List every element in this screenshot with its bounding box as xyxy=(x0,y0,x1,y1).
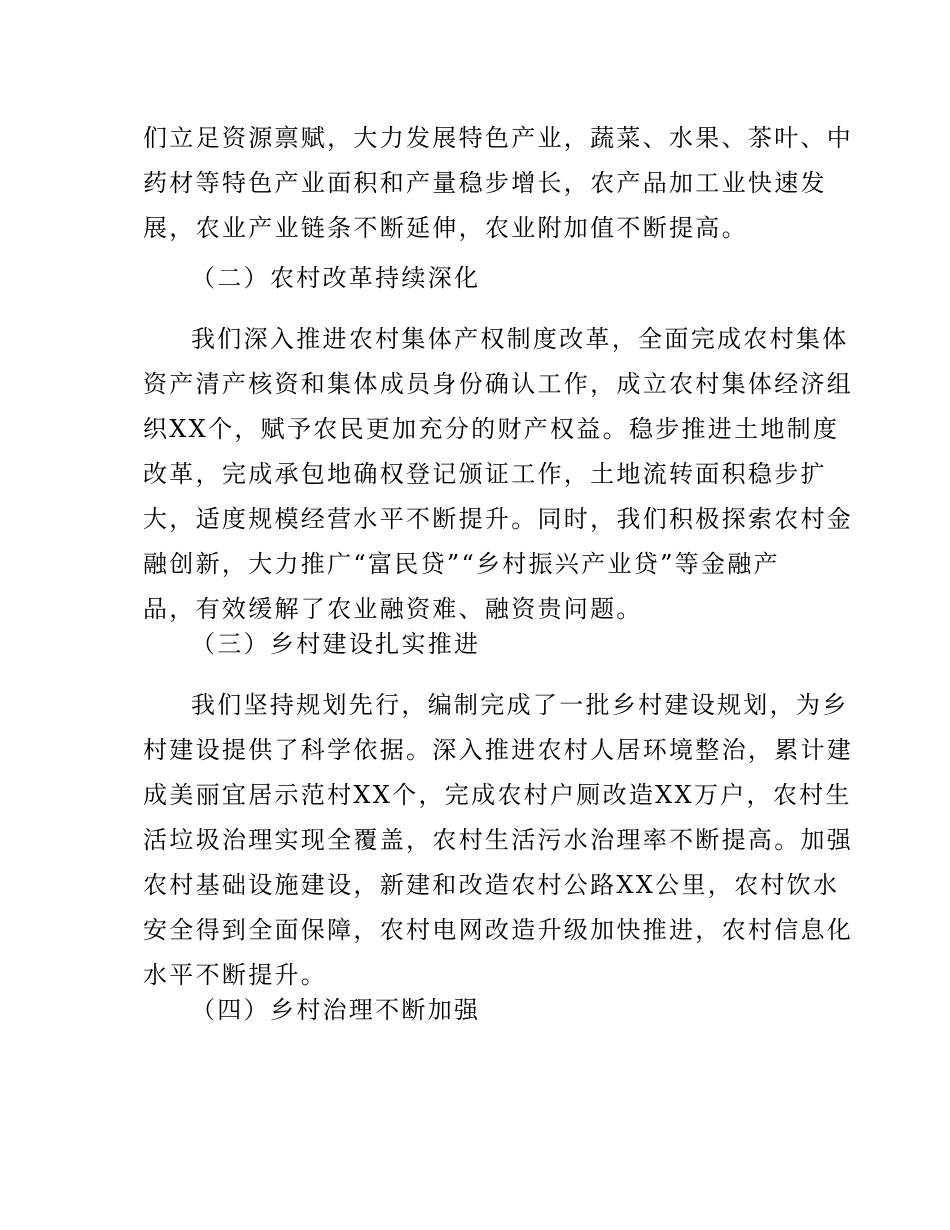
paragraph-line: 融创新，大力推广“富民贷”“乡村振兴产业贷”等金融产 xyxy=(143,550,780,578)
paragraph-line: 安全得到全面保障，农村电网改造升级加快推进，农村信息化 xyxy=(143,916,854,944)
section-heading-rural-governance: （四）乡村治理不断加强 xyxy=(191,996,481,1024)
paragraph-line: 成美丽宜居示范村XX个，完成农村户厕改造XX万户，农村生 xyxy=(143,781,852,809)
paragraph-line: 改革，完成承包地确权登记颁证工作，土地流转面积稳步扩 xyxy=(143,460,827,488)
section-heading-rural-construction: （三）乡村建设扎实推进 xyxy=(191,630,481,658)
paragraph-line: 我们坚持规划先行，编制完成了一批乡村建设规划，为乡 xyxy=(191,691,849,719)
paragraph-line: 农村基础设施建设，新建和改造农村公路XX公里，农村饮水 xyxy=(143,871,840,899)
paragraph-line: 织XX个，赋予农民更加充分的财产权益。稳步推进土地制度 xyxy=(143,415,840,443)
paragraph-rural-reform xyxy=(143,317,854,632)
paragraph-line: 水平不断提升。 xyxy=(143,961,328,989)
paragraph-line: 我们深入推进农村集体产权制度改革，全面完成农村集体 xyxy=(191,325,849,353)
paragraph-line: 活垃圾治理实现全覆盖，农村生活污水治理率不断提高。加强 xyxy=(143,826,854,854)
paragraph-line: 们立足资源禀赋，大力发展特色产业，蔬菜、水果、茶叶、中 xyxy=(143,124,854,152)
paragraph-line: 大，适度规模经营水平不断提升。同时，我们积极探索农村金 xyxy=(143,505,854,533)
paragraph-line: 展，农业产业链条不断延伸，农业附加值不断提高。 xyxy=(143,214,748,242)
paragraph-line: 村建设提供了科学依据。深入推进农村人居环境整治，累计建 xyxy=(143,736,854,764)
paragraph-line: 药材等特色产业面积和产量稳步增长，农产品加工业快速发 xyxy=(143,169,827,197)
paragraph-line: 资产清产核资和集体成员身份确认工作，成立农村集体经济组 xyxy=(143,370,854,398)
paragraph-rural-construction xyxy=(143,683,854,998)
paragraph-industry-continued xyxy=(143,116,854,251)
section-heading-rural-reform: （二）农村改革持续深化 xyxy=(191,264,481,292)
paragraph-line: 品，有效缓解了农业融资难、融资贵问题。 xyxy=(143,595,643,623)
